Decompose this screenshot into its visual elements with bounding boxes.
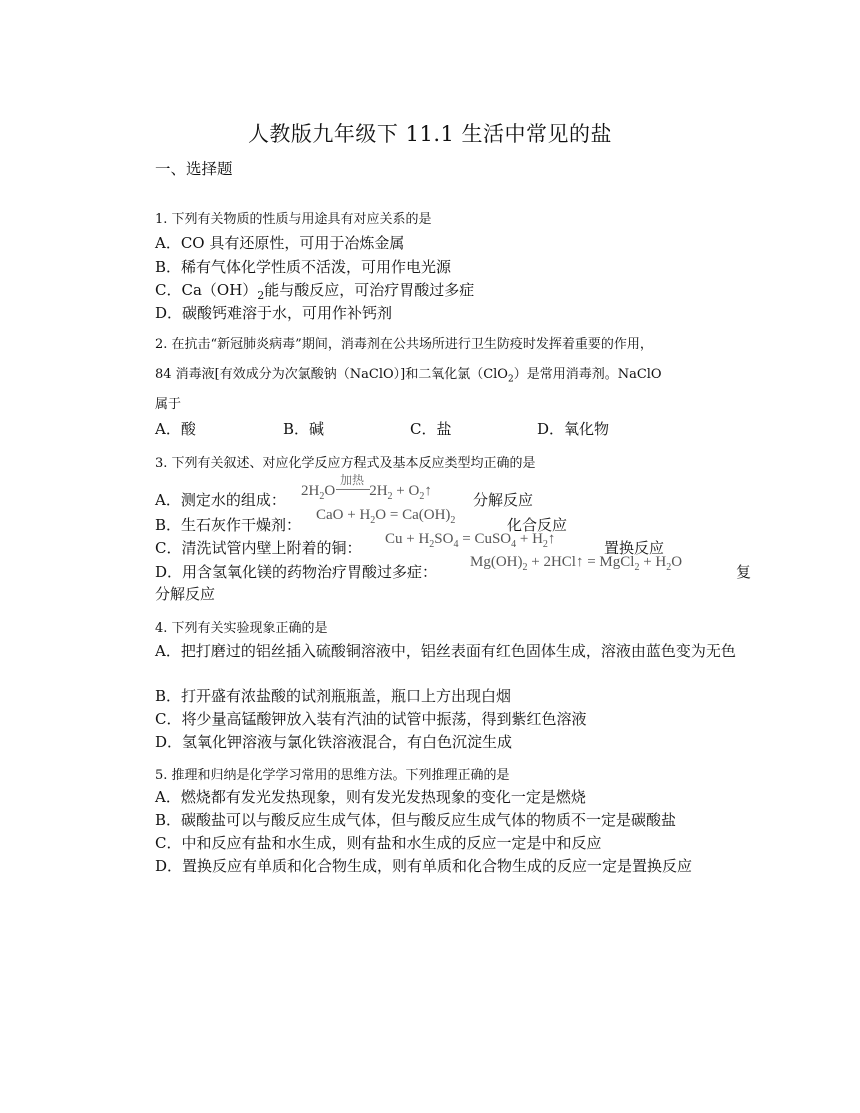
q3-option-d: D．用含氢氧化镁的药物治疗胃酸过多症： bbox=[155, 563, 438, 581]
q2-option-c: C．盐 bbox=[410, 420, 452, 438]
q2-option-d: D．氧化物 bbox=[537, 420, 610, 438]
q4-option-b: B．打开盛有浓盐酸的试剂瓶瓶盖，瓶口上方出现白烟 bbox=[155, 687, 512, 705]
q1-option-c-post: 能与酸反应，可治疗胃酸过多症 bbox=[264, 281, 475, 299]
q1-option-a: A．CO 具有还原性，可用于冶炼金属 bbox=[155, 234, 405, 252]
q1-option-c-pre: C．Ca（OH） bbox=[155, 281, 258, 299]
q1-option-c bbox=[155, 279, 474, 302]
q2-stem-line3: 属于 bbox=[155, 397, 182, 412]
section-heading: 一、选择题 bbox=[155, 160, 233, 178]
q3-b-equation: CaO + $H_2O = Ca(OH)_2$ bbox=[316, 507, 456, 526]
q1-option-b: B．稀有气体化学性质不活泼，可用作电光源 bbox=[155, 258, 452, 276]
q2-stem-line1: 2. 在抗击“新冠肺炎病毒”期间，消毒剂在公共场所进行卫生防疫时发挥着重要的作用， bbox=[155, 337, 653, 352]
q4-option-a: A．把打磨过的铝丝插入硫酸铜溶液中，铝丝表面有红色固体生成，溶液由蓝色变为无色 bbox=[155, 642, 736, 660]
q3-d-reaction-type-part2: 分解反应 bbox=[155, 585, 216, 603]
q3-a-heat-condition: 加热 bbox=[340, 473, 365, 487]
q5-option-d: D．置换反应有单质和化合物生成，则有单质和化合物生成的反应一定是置换反应 bbox=[155, 857, 693, 875]
q2-stem-line2 bbox=[155, 363, 662, 385]
q5-option-a: A．燃烧都有发光发热现象，则有发光发热现象的变化一定是燃烧 bbox=[155, 788, 586, 806]
q4-stem: 4. 下列有关实验现象正确的是 bbox=[155, 621, 328, 636]
q2-line2-pre: 84 消毒液[有效成分为次氯酸钠（NaClO）]和二氧化氯（ClO bbox=[155, 367, 508, 382]
q3-b-reaction-type: 化合反应 bbox=[507, 516, 568, 534]
q3-option-b: B．生石灰作干燥剂： bbox=[155, 516, 302, 534]
q5-stem: 5. 推理和归纳是化学学习常用的思维方法。下列推理正确的是 bbox=[155, 768, 510, 783]
q4-option-d: D．氢氧化钾溶液与氯化铁溶液混合，有白色沉淀生成 bbox=[155, 733, 513, 751]
q3-d-equation: $Mg(OH)_2$ + 2HCl↑ = MgCl$_2$ + $H_2O$ bbox=[470, 554, 683, 573]
q3-option-a: A．测定水的组成： bbox=[155, 491, 286, 509]
q3-a-equation: $2H_2O$ $2H_2$ + $O_2↑$ bbox=[301, 483, 432, 502]
q2-line2-post: ）是常用消毒剂。NaClO bbox=[513, 367, 662, 382]
q1-option-c-sub: 2 bbox=[257, 289, 265, 302]
q5-option-c: C．中和反应有盐和水生成，则有盐和水生成的反应一定是中和反应 bbox=[155, 834, 602, 852]
q3-stem: 3. 下列有关叙述、对应化学反应方程式及基本反应类型均正确的是 bbox=[155, 456, 536, 471]
q3-c-equation: $Cu + H_2SO_4$ = CuSO$_4$ + $H_2↑$ bbox=[385, 531, 556, 550]
document-title: 人教版九年级下 11.1 生活中常见的盐 bbox=[247, 122, 613, 146]
q3-c-reaction-type: 置换反应 bbox=[604, 539, 665, 557]
q3-a-reaction-type: 分解反应 bbox=[473, 491, 534, 509]
q1-stem: 1. 下列有关物质的性质与用途具有对应关系的是 bbox=[155, 212, 432, 227]
q2-line2-sub: 2 bbox=[507, 374, 514, 385]
q3-d-reaction-type-part1: 复 bbox=[736, 563, 752, 581]
q2-option-a: A．酸 bbox=[155, 420, 196, 438]
q4-option-c: C．将少量高锰酸钾放入装有汽油的试管中振荡，得到紫红色溶液 bbox=[155, 710, 587, 728]
q1-option-d: D．碳酸钙难溶于水，可用作补钙剂 bbox=[155, 304, 393, 322]
q2-option-b: B．碱 bbox=[283, 420, 325, 438]
q3-option-c: C．清洗试管内壁上附着的铜： bbox=[155, 539, 362, 557]
q5-option-b: B．碳酸盐可以与酸反应生成气体，但与酸反应生成气体的物质不一定是碳酸盐 bbox=[155, 811, 677, 829]
